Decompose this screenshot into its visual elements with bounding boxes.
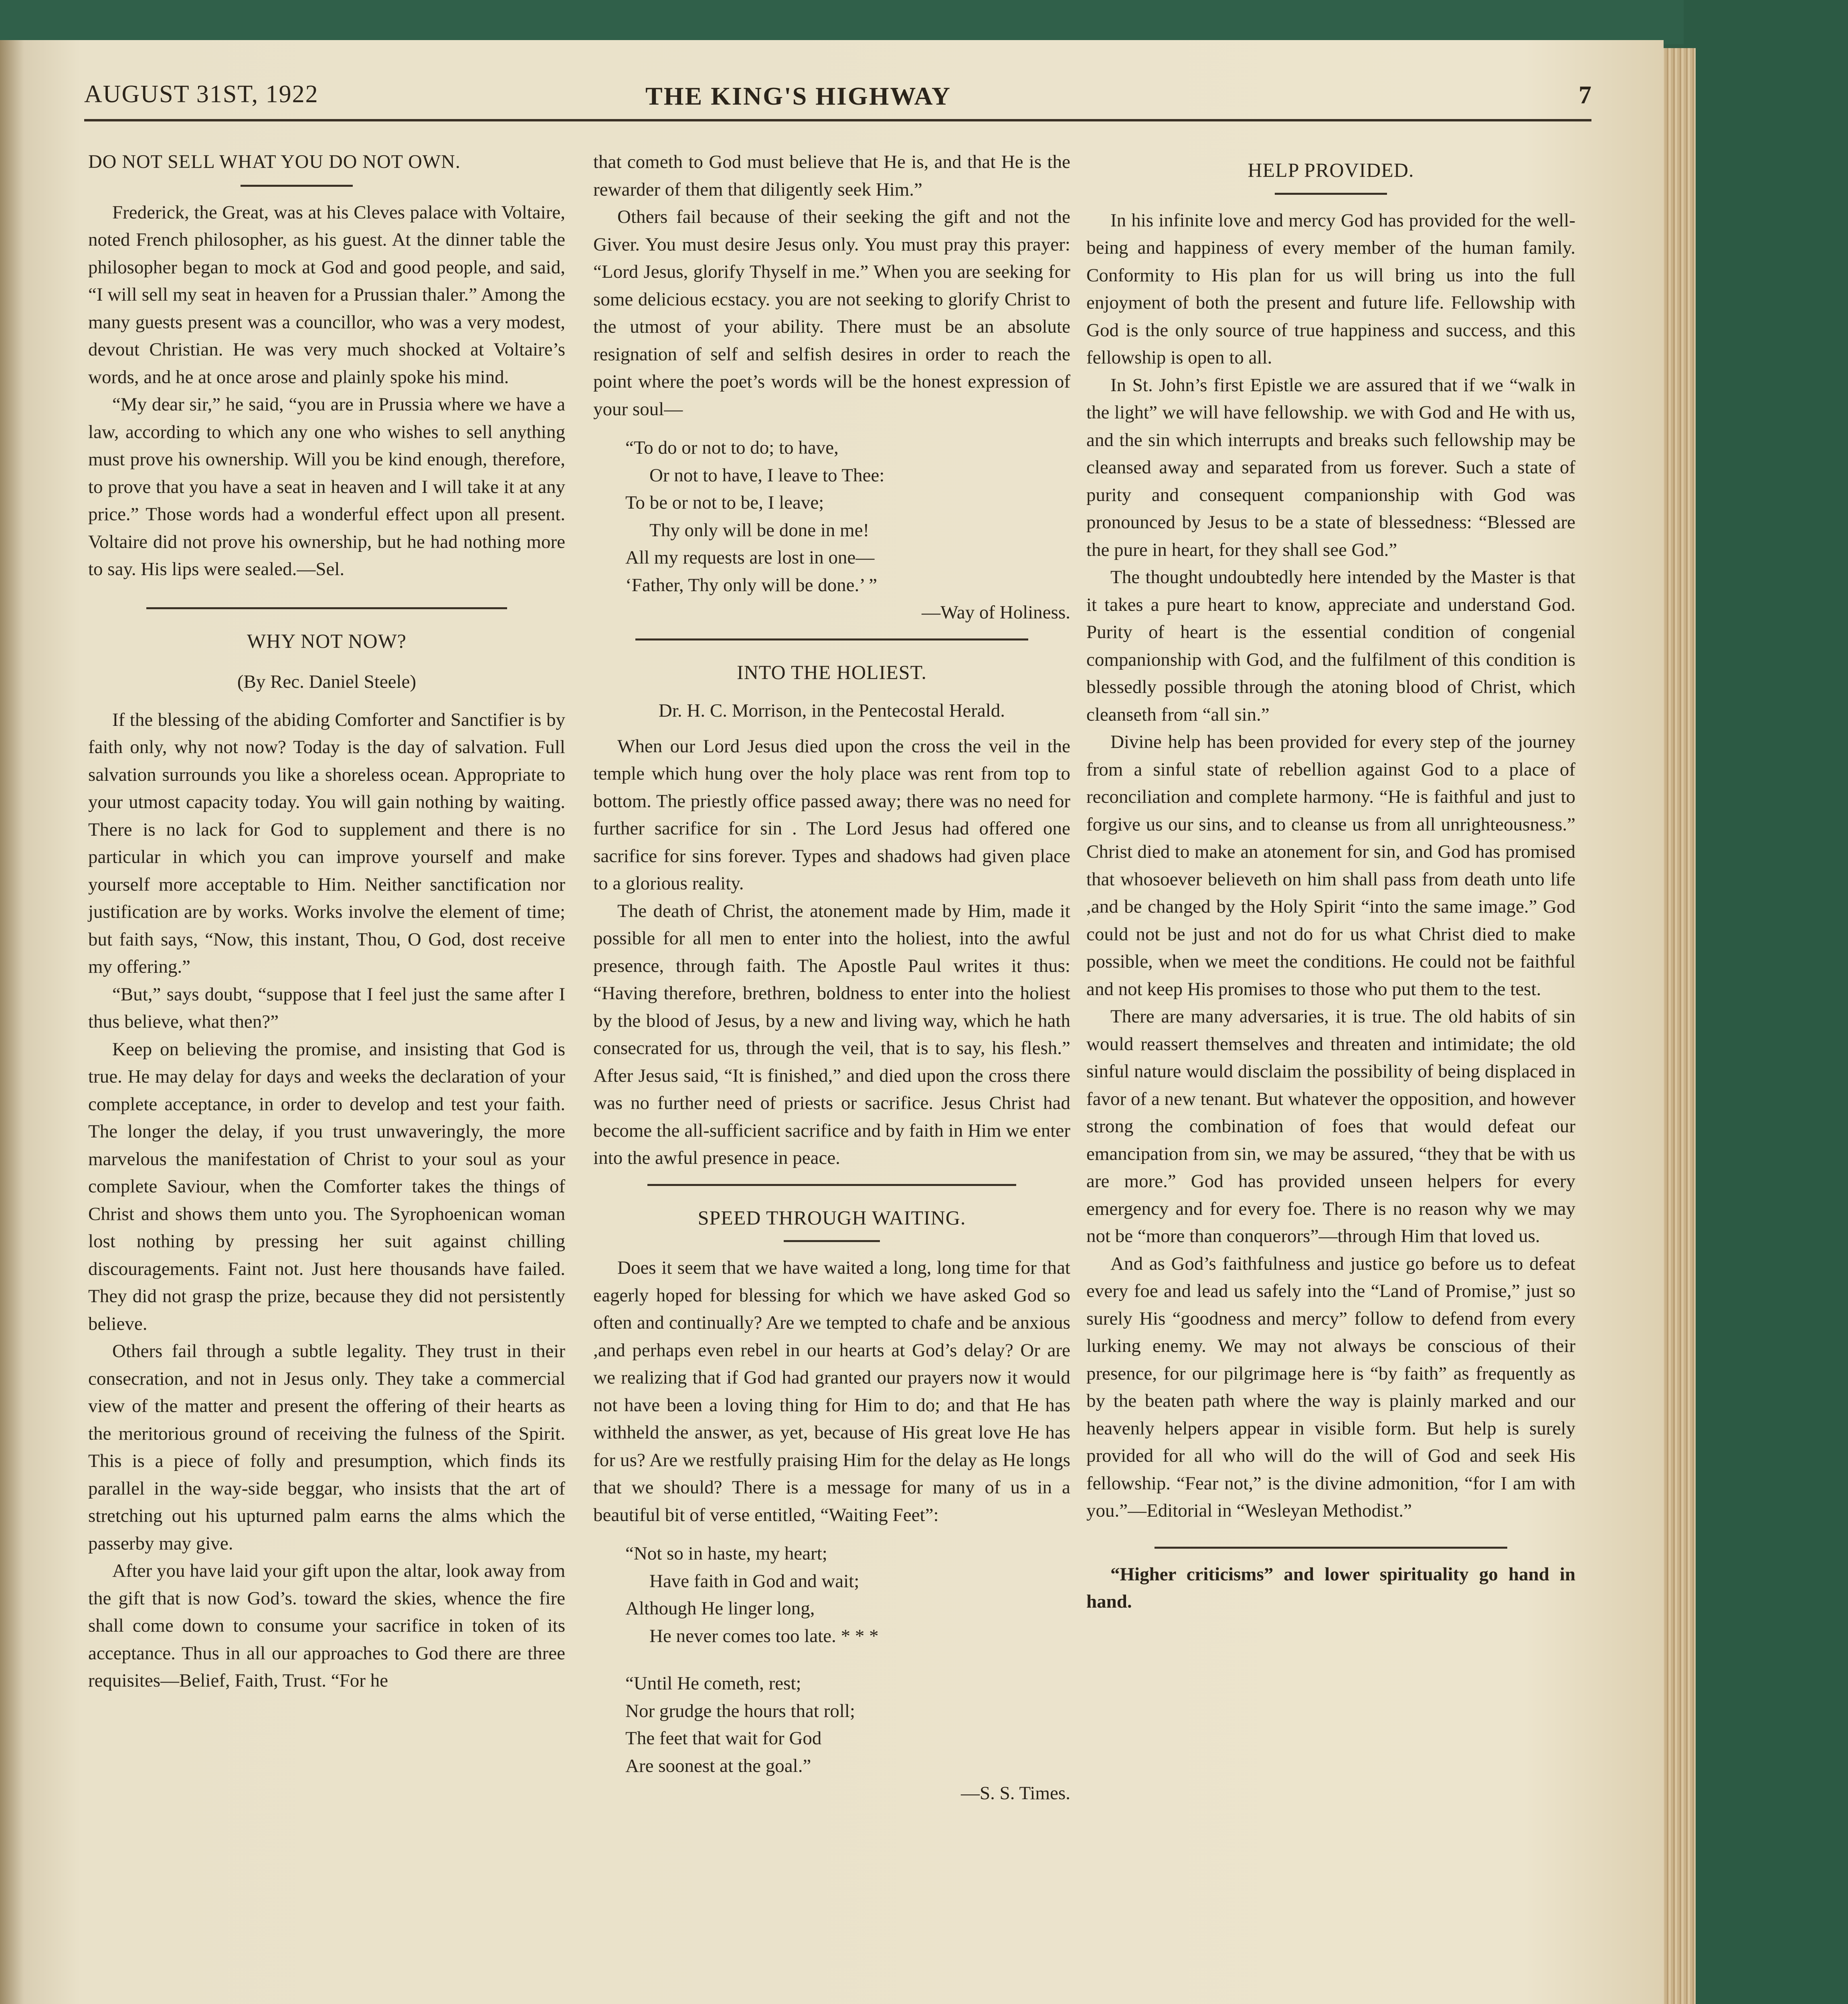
attribution: —S. S. Times. bbox=[960, 1783, 1070, 1804]
column-1 bbox=[88, 148, 565, 1695]
paragraph: After you have laid your gift upon the altar, look away from the gift that is now God’s. toward the skies, whence the fire shall come down to consume your sacrifice in token of its acceptance. Thus in all our approaches to God there are three requisites—Belief, Faith, Trust. “For he bbox=[88, 1560, 565, 1691]
paragraph: If the blessing of the abiding Comforter and Sanctifier is by faith only, why not now? Today is the day of salvation. Full salvation surrounds you like a shoreless ocean. Appropriate to your utmost capacity today. You will gain nothing by waiting. There is no lack for God to supplement and there is no particular in which you can improve yourself and make yourself more acceptable to Him. Neither sanctification nor justification are by works. Works involve the element of time; but faith says, “Now, this instant, Thou, O God, dost receive my offering.” bbox=[88, 709, 565, 977]
article-divider bbox=[146, 607, 507, 609]
attribution: —Way of Holiness. bbox=[922, 602, 1070, 623]
poem-line: Are soonest at the goal.” bbox=[625, 1755, 811, 1776]
title-rule bbox=[1275, 193, 1387, 195]
newspaper-page bbox=[0, 40, 1664, 2004]
paragraph: Divine help has been provided for every step of the journey from a sinful state of rebellion against God to a place of reconciliation and complete harmony. “He is faithful and just to forgive us our sins, and to cleanse us from all unrighteousness.” Christ died to make an atonement for sin, and God has promised that whosoever believeth on him shall pass from death unto life ,and be changed by the Holy Spirit “into the same image.” God could not be just and not do for us what Christ died to make possible, when we meet the conditions. He could not be faithful and not keep His promises to those who put them to the test. bbox=[1086, 731, 1575, 1000]
article-divider bbox=[647, 1184, 1016, 1186]
poem-line: Have faith in God and wait; bbox=[649, 1570, 859, 1592]
paragraph: The death of Christ, the atonement made by Him, made it possible for all men to enter into the holiest, into the awful presence, through faith. The Apostle Paul writes it thus: “Having therefore, brethren, boldness to enter into the holiest by the blood of Jesus, by a new and living way, which he hath consecrated for us, through the veil, that is to say, his flesh.” After Jesus said, “It is finished,” and died upon the cross there was no further need of priests or sacrifice. Jesus Christ had become the all-sufficient sacrifice and by faith in Him we enter into the awful presence in peace. bbox=[593, 900, 1070, 1168]
poem-line: All my requests are lost in one— bbox=[625, 547, 875, 568]
poem-line: He never comes too late. * * * bbox=[649, 1625, 879, 1646]
article-title-do-not-sell: DO NOT SELL WHAT YOU DO NOT OWN. bbox=[88, 151, 461, 172]
poem-line: ‘Father, Thy only will be done.’ ” bbox=[625, 574, 877, 596]
column-3 bbox=[1086, 148, 1575, 1616]
poem-line: The feet that wait for God bbox=[625, 1728, 822, 1749]
paragraph: In his infinite love and mercy God has provided for the well-being and happiness of every member of the human family. Conformity to His plan for us will bring us into the full enjoyment of both the present and future life. Fellowship with God is the only source of true happiness and success, and this fellowship is open to all. bbox=[1086, 210, 1575, 368]
paragraph: Others fail through a subtle legality. They trust in their consecration, and not in Jesus only. They take a commercial view of the matter and present the offering of their hearts as the meritorious ground of receiving the fulness of the Spirit. This is a piece of folly and presumption, which finds its parallel in the way-side beggar, who insists that the art of stretching out his upturned palm earns the alms which the passerby may give. bbox=[88, 1341, 565, 1554]
paragraph: There are many adversaries, it is true. The old habits of sin would reassert themselves and threaten and intimidate; the old sinful nature would disclaim the possibility of being displaced in favor of a new tenant. But whatever the opposition, and however strong the combination of foes that would defeat our emancipation from sin, we may be assured, “they that be with us are more.” God has provided unseen helpers for every emergency and for every foe. There is no reason why we may not be “more than conquerors”—through Him that loved us. bbox=[1086, 1006, 1575, 1246]
header-rule bbox=[84, 119, 1591, 121]
paragraph: that cometh to God must believe that He is, and that He is the rewarder of them that diligently seek Him.” bbox=[593, 152, 1070, 200]
poem-line: Although He linger long, bbox=[625, 1598, 815, 1619]
article-title-speed-through-waiting: SPEED THROUGH WAITING. bbox=[698, 1206, 966, 1229]
issue-date: AUGUST 31ST, 1922 bbox=[84, 81, 319, 108]
poem-line: To be or not to be, I leave; bbox=[625, 492, 824, 513]
poem-line: Or not to have, I leave to Thee: bbox=[649, 465, 885, 486]
article-title-why-not-now: WHY NOT NOW? bbox=[247, 629, 406, 652]
byline: (By Rec. Daniel Steele) bbox=[237, 671, 417, 692]
article-title-help-provided: HELP PROVIDED. bbox=[1248, 159, 1414, 181]
poem-waiting-feet bbox=[625, 1540, 1070, 1780]
book-binding-right bbox=[1684, 0, 1848, 2004]
article-title-into-the-holiest: INTO THE HOLIEST. bbox=[737, 661, 927, 683]
poem-way-of-holiness bbox=[625, 434, 1070, 599]
paragraph: “But,” says doubt, “suppose that I feel just the same after I thus believe, what then?” bbox=[88, 984, 565, 1032]
article-divider bbox=[1154, 1547, 1507, 1549]
paragraph: When our Lord Jesus died upon the cross the veil in the temple which hung over the holy place was rent from top to bottom. The priestly office passed away; there was no need for further sacrifice for sin . The Lord Jesus had offered one sacrifice for sins forever. Types and shadows had given place to a glorious reality. bbox=[593, 735, 1070, 894]
paragraph: Frederick, the Great, was at his Cleves palace with Voltaire, noted French philosopher, as his guest. At the dinner table the philosopher began to mock at God and good people, and said, “I will sell my seat in heaven for a Prussian thaler.” Among the many guests present was a councillor, who was a very modest, devout Christian. He was very much shocked at Voltaire’s words, and he at once arose and plainly spoke his mind. bbox=[88, 202, 565, 388]
closing-note: “Higher criticisms” and lower spirituality go hand in hand. bbox=[1086, 1564, 1575, 1612]
paragraph: In St. John’s first Epistle we are assured that if we “walk in the light” we will have fellowship. we with God and He with us, and the sin which interrupts and breaks such fellowship may be cleansed away and separated from us forever. Such a state of purity and consequent companionship with God was pronounced by Jesus to be a state of blessedness: “Blessed are the pure in heart, for they shall see God.” bbox=[1086, 374, 1575, 560]
book-binding-top bbox=[0, 0, 1848, 44]
publication-title: THE KING'S HIGHWAY bbox=[645, 82, 951, 110]
poem-line: “Until He cometh, rest; bbox=[625, 1673, 801, 1694]
poem-line: Thy only will be done in me! bbox=[649, 519, 869, 541]
byline: Dr. H. C. Morrison, in the Pentecostal Herald. bbox=[658, 700, 1005, 721]
poem-line: “Not so in haste, my heart; bbox=[625, 1543, 827, 1564]
title-rule bbox=[241, 185, 353, 187]
paragraph: And as God’s faithfulness and justice go before us to defeat every foe and lead us safely into the “Land of Promise,” just so surely His “goodness and mercy” follow to defend from every lurking enemy. We may not always be conscious of their presence, for our pilgrimage here is “by faith” as frequently as by the beaten path where the way is plainly marked and our heavenly helpers appear in visible form. But help is surely provided for all who will do the will of God and seek His fellowship. “Fear not,” is the divine admonition, “for I am with you.”—Editorial in “Wesleyan Methodist.” bbox=[1086, 1253, 1575, 1521]
column-2 bbox=[593, 148, 1070, 1807]
page-number: 7 bbox=[1579, 81, 1591, 109]
paragraph: Others fail because of their seeking the gift and not the Giver. You must desire Jesus only. You must pray this prayer: “Lord Jesus, glorify Thyself in me.” When you are seeking for some delicious ecstacy. you are not seeking to glorify Christ to the utmost of your ability. There must be an absolute resignation of self and selfish desires in order to reach the point where the poet’s words will be the honest expression of your soul— bbox=[593, 206, 1070, 420]
paragraph: Keep on believing the promise, and insisting that God is true. He may delay for days and weeks the declaration of your complete acceptance, in order to develop and test your faith. The longer the delay, if you trust unwaveringly, the more marvelous the manifestation of Christ to your soul as your complete Saviour, when the Comforter takes the things of Christ and shows them unto you. The Syrophoenican woman lost nothing by pressing her suit against chilling discouragements. Faint not. Just here thousands have failed. They did not grasp the prize, because they did not persistently believe. bbox=[88, 1038, 565, 1334]
page-header bbox=[84, 74, 1591, 126]
article-divider bbox=[635, 638, 1028, 640]
poem-line: “To do or not to do; to have, bbox=[625, 437, 839, 458]
paragraph: The thought undoubtedly here intended by the Master is that it takes a pure heart to know, appreciate and understand God. Purity of heart is the essential condition of congenial companionship with God, and the fulfilment of this condition is blessedly possible through the atoning blood of Christ, which cleanseth from “all sin.” bbox=[1086, 567, 1575, 725]
poem-line: Nor grudge the hours that roll; bbox=[625, 1700, 855, 1721]
paragraph: “My dear sir,” he said, “you are in Prussia where we have a law, according to which any one who wishes to sell anything must prove his ownership. Will you be kind enough, therefore, to prove that you have a seat in heaven and I will take it at any price.” Those words had a wonderful effect upon all present. Voltaire did not prove his ownership, but he had nothing more to say. His lips were sealed.—Sel. bbox=[88, 394, 565, 580]
paragraph: Does it seem that we have waited a long, long time for that eagerly hoped for blessing for which we have asked God so often and continually? Are we tempted to chafe and be anxious ,and perhaps even rebel in our hearts at God’s delay? Or are we realizing that if God had granted our prayers now it would not have been a loving thing for Him to do; and that He has withheld the answer, as yet, because of His great love He has for us? Are we restfully praising Him for the delay as He longs that we should? There is a message for many of us in a beautiful bit of verse entitled, “Waiting Feet”: bbox=[593, 1257, 1070, 1525]
title-rule bbox=[784, 1240, 880, 1242]
